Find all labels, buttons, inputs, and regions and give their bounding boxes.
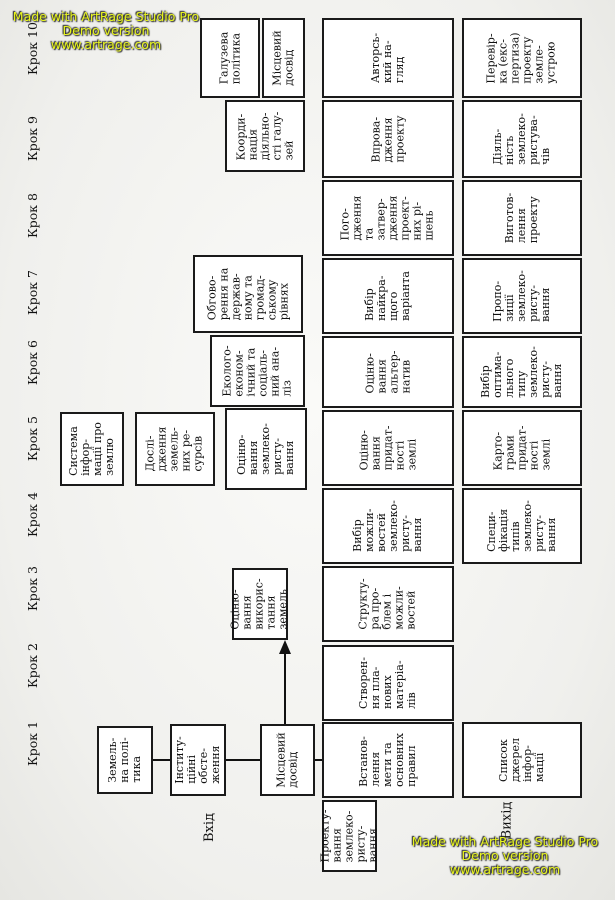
box-author-supervision: Авторсь- кий на- гляд [322,18,454,98]
watermark-top [6,10,206,52]
box-sectoral-policy: Галузева політика [200,18,260,98]
box-project-expertise: Перевір- ка (екс- пертиза) проекту земле- устрою [462,18,582,98]
box-planning-materials: Створен- ня пла- нових матеріа- лів [322,645,454,721]
step-label: Крок 7 [24,269,40,315]
box-suitability-maps: Карто- грами придат- ності землі [462,410,582,486]
step-label: Крок 6 [24,339,40,385]
box-make-project: Виготов- лення проекту [462,180,582,256]
box-local-experience: Місцевий досвід [260,724,315,796]
box-sectoral-coordination: Коорди- нація діяльно- сті галу- зей [225,100,305,172]
box-implementation: Впрова- дження проекту [322,100,454,178]
watermark-line: Demo version [62,23,150,38]
box-type-specification: Специ- фікація типів землеко- ристу- вання [462,488,582,564]
box-land-use-design: Проекту- вання землеко- ристу- вання [322,800,377,872]
step-label: Крок 3 [24,565,40,611]
box-public-discussion: Обгово- рення на держав- ному та громад- ському рівнях [193,255,303,333]
watermark-line: Made with ArtRage Studio Pro [411,834,599,849]
step-label: Крок 1 [24,720,40,766]
arrow-head [279,640,291,654]
box-land-user-activity: Діяль- ність землеко- ристува- чів [462,100,582,178]
box-land-policy: Земель- на полі- тика [97,726,153,794]
box-best-variant: Вибір найкра- щого варіанта [322,258,454,334]
step-label: Крок 4 [24,491,40,537]
box-land-resources-research: Дослі- дження земель- них ре- сурсів [135,412,215,486]
watermark-line: Demo version [461,848,549,863]
box-land-use-evaluation: Оціню- вання викорис- тання земель [232,568,288,640]
box-approval: Пого- дження та затвер- дження проект- них рі- шень [322,180,454,256]
box-choose-options: Вибір можли- востей землеко- ристу- вання [322,488,454,564]
step-label: Крок 2 [24,642,40,688]
box-land-use-proposals: Пропо- зиції землеко- ристу- вання [462,258,582,334]
box-set-goals: Встанов- лення мети та основних правил [322,722,454,798]
step-label: Крок 8 [24,192,40,238]
box-land-suitability: Оціню- вання придат- ності землі [322,410,454,486]
box-sources-list: Список джерел інфор- мації [462,722,582,798]
watermark-line: www.artrage.com [50,37,162,52]
box-local-experience-2: Місцевий досвід [262,18,305,98]
box-problem-structure: Структу- ра про- блем і можли- востей [322,566,454,642]
input-label: Вхід [202,812,218,842]
box-optimal-type: Вибір оптима- льного типу землеко- ристу- вання [462,336,582,408]
output-label: Вихід [499,801,515,839]
watermark-bottom [405,835,605,877]
box-land-info-system: Система інфор- мації про землю [60,412,124,486]
step-label: Крок 10 [24,21,40,75]
watermark-line: Made with ArtRage Studio Pro [12,9,200,24]
box-land-use-assessment: Оціню- вання землеко- ристу- вання [225,408,307,490]
step-label: Крок 5 [24,415,40,461]
box-evaluate-alternatives: Оціню- вання альтер- натив [322,336,454,408]
box-eco-analysis: Еколого- економ- ічний та соціаль- ний ана- ліз [210,335,305,407]
step-label: Крок 9 [24,115,40,161]
box-institutional-survey: Інститу- ційні обсте- ження [170,724,226,796]
watermark-line: www.artrage.com [449,862,561,877]
